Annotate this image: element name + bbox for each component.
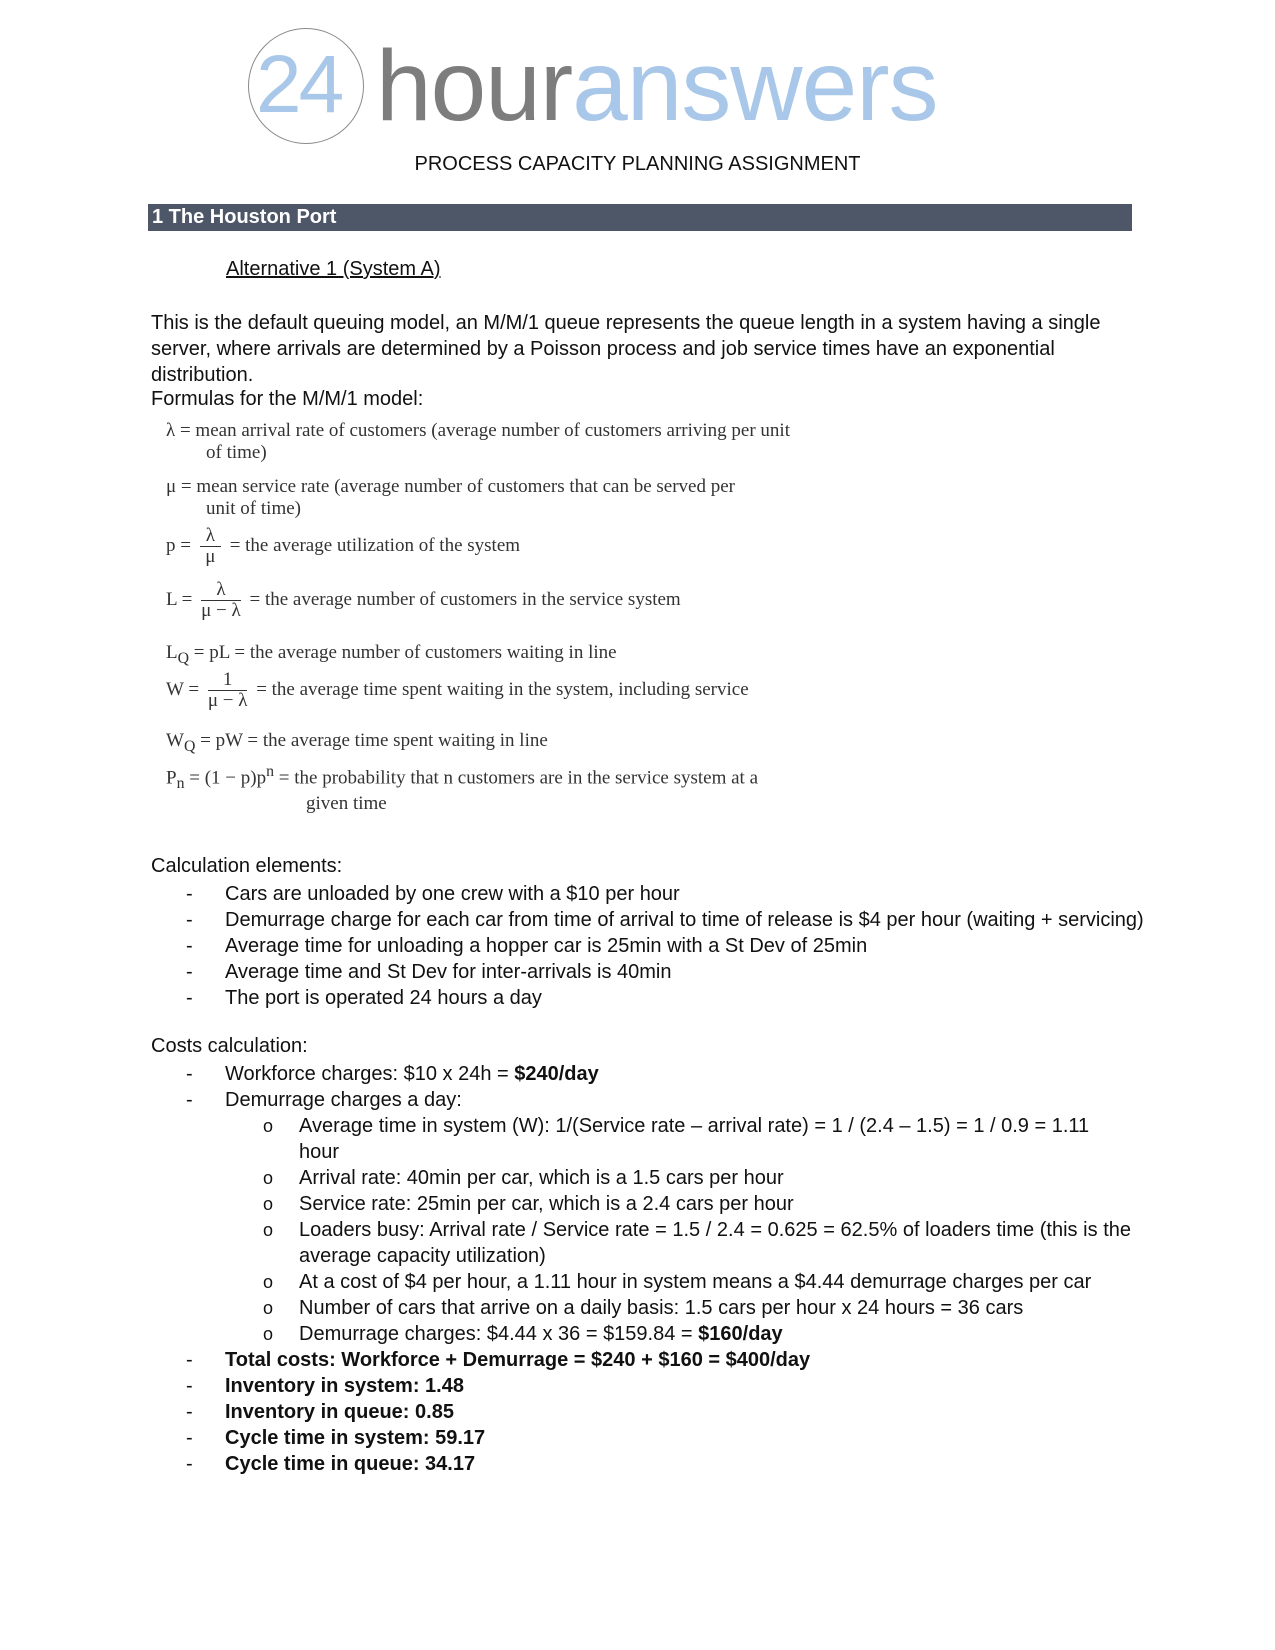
formula-WQ bbox=[166, 730, 548, 756]
formula-LQ-sub: Q bbox=[177, 649, 190, 667]
calculation-label: Calculation elements: bbox=[151, 855, 343, 877]
list-item-text: Cars are unloaded by one crew with a $10 per hour bbox=[225, 883, 680, 905]
list-item-demurrage bbox=[151, 1087, 983, 1113]
formula-W-lhs: W = bbox=[166, 678, 200, 700]
list-item-text: Demurrage charges a day: bbox=[225, 1089, 462, 1111]
bullet-dash: - bbox=[186, 1375, 193, 1397]
formula-Pn-rhs: = the probability that n customers are in the service system at a bbox=[274, 767, 759, 789]
formula-Pn-cont: given time bbox=[306, 793, 387, 815]
bullet-dash: - bbox=[186, 935, 193, 957]
formula-p bbox=[166, 526, 520, 567]
bullet-dash: - bbox=[186, 1349, 193, 1371]
formula-Pn-sub: n bbox=[176, 775, 185, 793]
list-item-text: Cycle time in queue: 34.17 bbox=[225, 1453, 476, 1475]
sub-item-text: At a cost of $4 per hour, a 1.11 hour in system means a $4.44 demurrage charges per car bbox=[299, 1271, 1092, 1293]
list-item-text: Inventory in queue: 0.85 bbox=[225, 1401, 454, 1423]
bullet-circle: o bbox=[263, 1116, 274, 1136]
list-item-text: Demurrage charge for each car from time of arrival to time of release is $4 per hour (waiting + servicing) bbox=[225, 909, 1144, 931]
workforce-value: $240/day bbox=[514, 1063, 599, 1085]
bullet-dash: - bbox=[186, 1427, 193, 1449]
formula-L-rhs: = the average number of customers in the service system bbox=[249, 588, 681, 610]
sub-item-text: Arrival rate: 40min per car, which is a 1.5 cars per hour bbox=[299, 1167, 784, 1189]
list-item-total bbox=[151, 1373, 983, 1399]
bullet-circle: o bbox=[263, 1324, 274, 1344]
list-item-text: Cycle time in system: 59.17 bbox=[225, 1427, 486, 1449]
bullet-circle: o bbox=[263, 1272, 274, 1292]
sub-item bbox=[151, 1295, 1024, 1321]
list-item-total bbox=[151, 1425, 983, 1451]
bullet-circle: o bbox=[263, 1298, 274, 1318]
costs-label: Costs calculation: bbox=[151, 1035, 308, 1057]
intro-paragraph bbox=[151, 310, 1131, 388]
list-item-total bbox=[151, 1347, 983, 1373]
list-item-workforce bbox=[151, 1061, 983, 1087]
bullet-circle: o bbox=[263, 1220, 274, 1240]
intro-text: This is the default queuing model, an M/M/1 queue represents the queue length in a system having a single server, where arrivals are determined by a Poisson process and job service times have an exponential distribution. bbox=[151, 312, 1101, 386]
section-heading: 1 The Houston Port bbox=[148, 204, 1132, 231]
sub-item-text: Average time in system (W): 1/(Service rate – arrival rate) = 1 / (2.4 – 1.5) = 1 / 0.9 = 1.11 hour bbox=[299, 1115, 1090, 1163]
sub-item-text: Loaders busy: Arrival rate / Service rate = 1.5 / 2.4 = 0.625 = 62.5% of loaders time (this is the average capacity utilization) bbox=[299, 1219, 1131, 1267]
logo-word-answers: answers bbox=[572, 30, 938, 142]
logo-number: 24 bbox=[256, 39, 342, 130]
formula-L-den: μ − λ bbox=[201, 600, 241, 621]
list-item-total bbox=[151, 1451, 983, 1477]
formula-WQ-sub: Q bbox=[183, 737, 196, 755]
formula-Pn-sup: n bbox=[266, 763, 275, 780]
bullet-circle: o bbox=[263, 1194, 274, 1214]
sub-item bbox=[151, 1191, 983, 1217]
sub-item bbox=[151, 1217, 1131, 1269]
formula-W-fraction bbox=[208, 670, 248, 711]
formula-W-num: 1 bbox=[208, 670, 248, 691]
formula-p-den: μ bbox=[205, 546, 216, 567]
demurrage-prefix: Demurrage charges: $4.44 x 36 = $159.84 = bbox=[299, 1323, 699, 1345]
list-item-text bbox=[225, 1061, 599, 1087]
formula-WQ-symbol: W bbox=[166, 730, 184, 751]
formula-Pn-rest: = (1 − p)p bbox=[184, 767, 267, 789]
formula-W-rhs: = the average time spent waiting in the system, including service bbox=[256, 678, 749, 700]
formula-lambda-cont: of time) bbox=[206, 442, 267, 463]
bullet-dash: - bbox=[186, 987, 193, 1009]
formula-p-num: λ bbox=[200, 526, 221, 547]
formula-mu-cont: unit of time) bbox=[206, 498, 301, 519]
sub-item bbox=[151, 1113, 1090, 1165]
formula-L bbox=[166, 580, 681, 621]
document-title: PROCESS CAPACITY PLANNING ASSIGNMENT bbox=[414, 153, 861, 175]
formula-L-lhs: L = bbox=[166, 588, 193, 610]
list-item-text: Total costs: Workforce + Demurrage = $240 + $160 = $400/day bbox=[225, 1349, 811, 1371]
formula-LQ bbox=[166, 642, 617, 668]
list-item-total bbox=[151, 1399, 983, 1425]
formula-Pn bbox=[166, 763, 758, 815]
formula-p-rhs: = the average utilization of the system bbox=[229, 534, 521, 556]
formulas-label: Formulas for the M/M/1 model: bbox=[151, 388, 424, 410]
sub-item bbox=[151, 1269, 1092, 1295]
workforce-prefix: Workforce charges: $10 x 24h = bbox=[225, 1063, 515, 1085]
formula-Pn-symbol: P bbox=[166, 767, 177, 789]
bullet-dash: - bbox=[186, 1453, 193, 1475]
formula-lambda bbox=[166, 420, 790, 464]
sub-item-text bbox=[299, 1321, 1131, 1347]
formula-p-fraction bbox=[200, 526, 221, 567]
formula-L-num: λ bbox=[201, 580, 241, 601]
demurrage-value: $160/day bbox=[698, 1323, 783, 1345]
formula-W bbox=[166, 670, 749, 711]
alternative-heading: Alternative 1 (System A) bbox=[226, 258, 441, 280]
formula-mu-text: μ = mean service rate (average number of customers that can be served per bbox=[166, 476, 735, 497]
logo bbox=[248, 28, 1008, 146]
sub-item-text: Service rate: 25min per car, which is a 2.4 cars per hour bbox=[299, 1193, 794, 1215]
formula-block bbox=[166, 420, 866, 830]
bullet-dash: - bbox=[186, 961, 193, 983]
formula-L-fraction bbox=[201, 580, 241, 621]
list-item-text: The port is operated 24 hours a day bbox=[225, 987, 542, 1009]
formula-WQ-rest: = pW = the average time spent waiting in line bbox=[200, 730, 548, 751]
bullet-dash: - bbox=[186, 1063, 193, 1085]
logo-word-hour: hour bbox=[376, 30, 573, 142]
sub-item bbox=[151, 1165, 983, 1191]
formula-W-den: μ − λ bbox=[207, 690, 248, 711]
bullet-dash: - bbox=[186, 883, 193, 905]
logo-wordmark bbox=[376, 30, 938, 142]
formula-LQ-symbol: L bbox=[166, 642, 178, 663]
list-item-text: Average time and St Dev for inter-arrivals is 40min bbox=[225, 961, 672, 983]
bullet-dash: - bbox=[186, 909, 193, 931]
bullet-dash: - bbox=[186, 1401, 193, 1423]
costs-list bbox=[151, 1061, 1131, 1477]
bullet-circle: o bbox=[263, 1168, 274, 1188]
list-item-text: Average time for unloading a hopper car is 25min with a St Dev of 25min bbox=[225, 935, 868, 957]
formula-p-lhs: p = bbox=[166, 534, 191, 556]
formula-mu bbox=[166, 476, 735, 520]
sub-item bbox=[151, 1321, 983, 1347]
bullet-dash: - bbox=[186, 1089, 193, 1111]
sub-item-text: Number of cars that arrive on a daily basis: 1.5 cars per hour x 24 hours = 36 cars bbox=[299, 1297, 1024, 1319]
formula-lambda-text: λ = mean arrival rate of customers (average number of customers arriving per unit bbox=[166, 420, 790, 441]
formula-LQ-rest: = pL = the average number of customers waiting in line bbox=[193, 642, 617, 663]
list-item-text: Inventory in system: 1.48 bbox=[225, 1375, 464, 1397]
